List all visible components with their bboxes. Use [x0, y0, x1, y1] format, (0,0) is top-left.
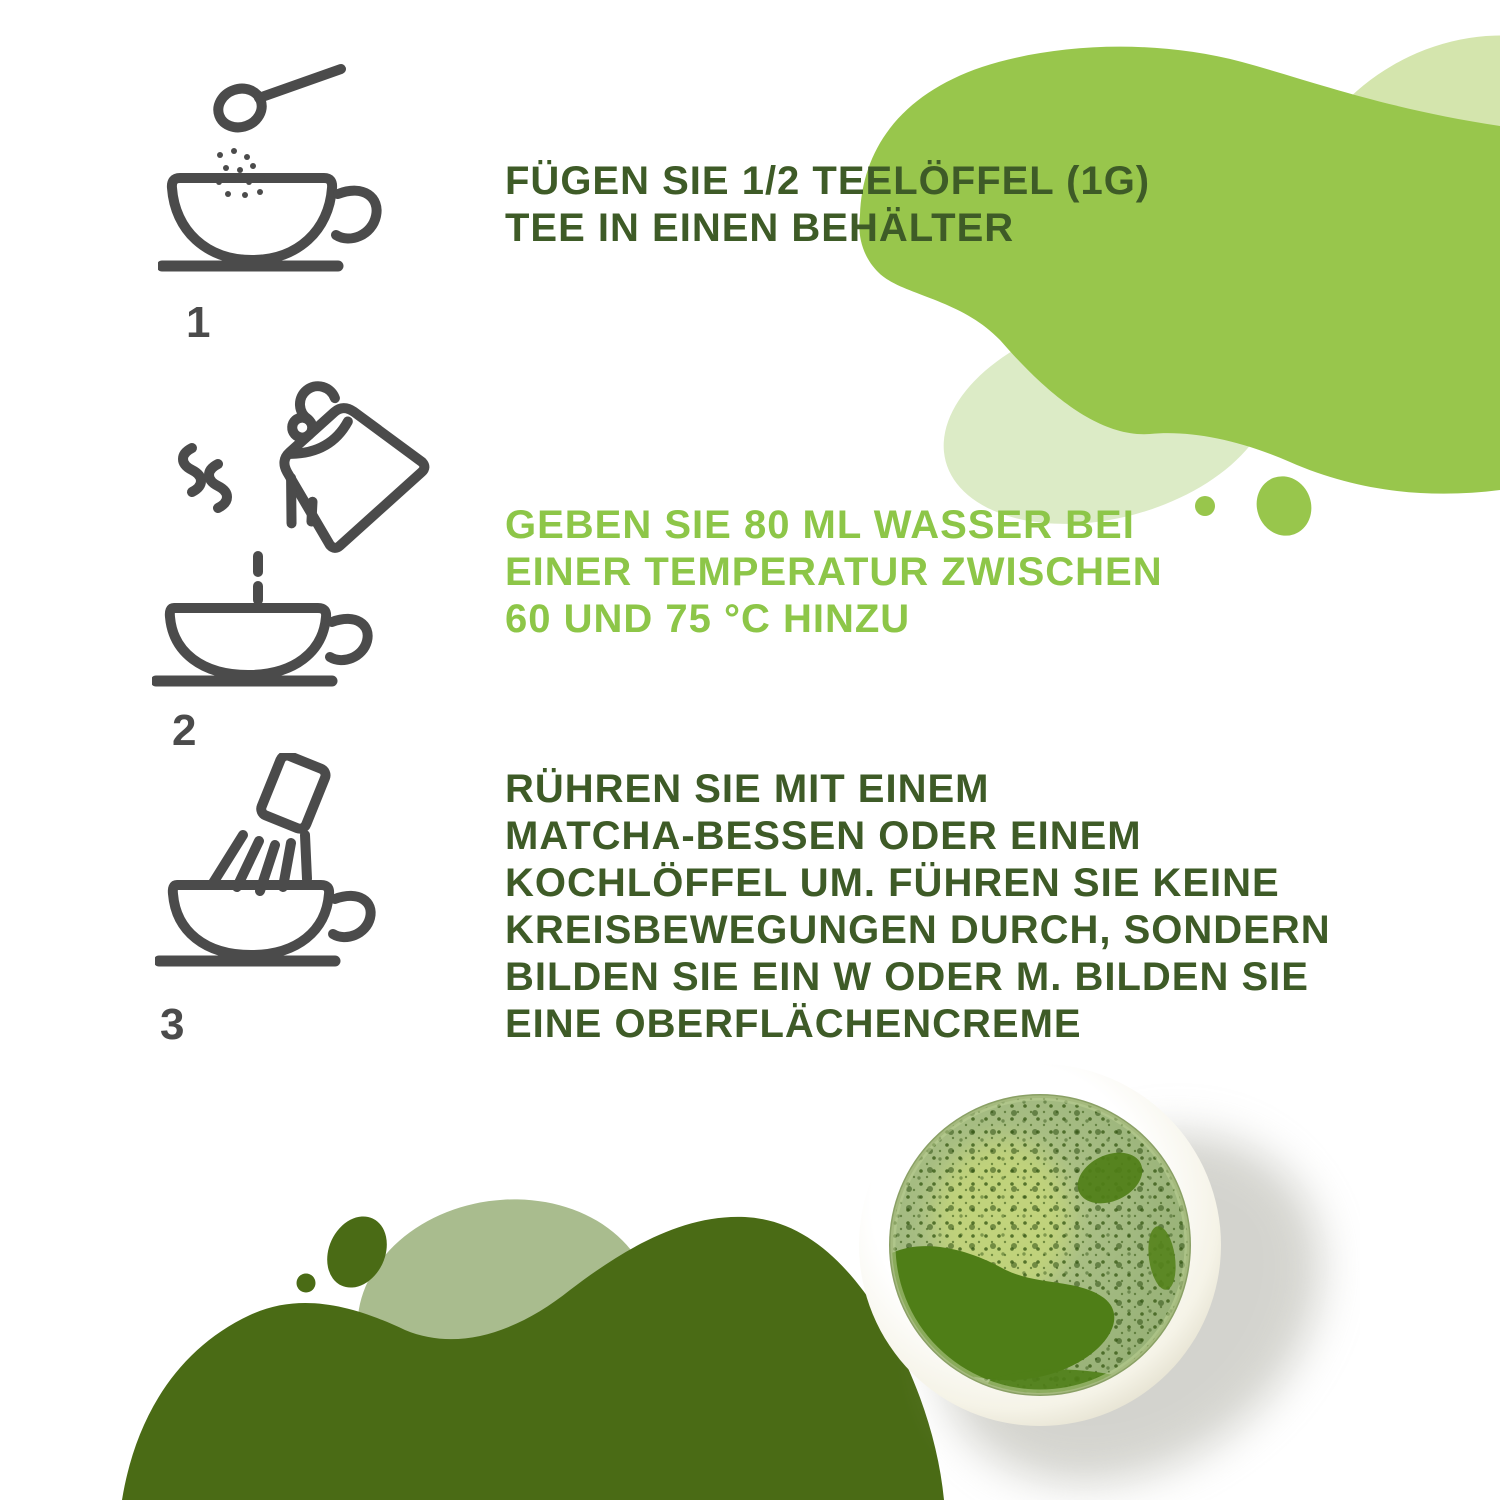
step-2-text [505, 502, 1163, 643]
step-1-text [505, 158, 1150, 252]
step-2-number: 2 [172, 706, 197, 755]
step-3-line-5: BILDEN SIE EIN W ODER M. BILDEN SIE [505, 955, 1309, 999]
spoon-sprinkling-into-cup-icon [158, 58, 393, 276]
step-3-line-3: KOCHLÖFFEL UM. FÜHREN SIE KEINE [505, 861, 1280, 905]
step-1-line-2: TEE IN EINEN BEHÄLTER [505, 206, 1015, 250]
green-dot-accent [1195, 496, 1215, 516]
step-3-line-4: KREISBEWEGUNGEN DURCH, SONDERN [505, 908, 1331, 952]
step-3-number: 3 [160, 1000, 185, 1049]
step-2-line-1: GEBEN SIE 80 ML WASSER BEI [505, 503, 1135, 547]
whisk-into-cup-icon [155, 753, 460, 983]
step-2-line-3: 60 UND 75 °C HINZU [505, 597, 911, 641]
step-3-text [505, 766, 1331, 1048]
dark-dot-accent [297, 1274, 316, 1293]
step-3-line-6: EINE OBERFLÄCHENCREME [505, 1002, 1082, 1046]
step-2-line-2: EINER TEMPERATUR ZWISCHEN [505, 550, 1163, 594]
matcha-tea-bowl-photo [840, 1050, 1360, 1500]
green-oval-accent [1248, 469, 1319, 544]
step-3-line-1: RÜHREN SIE MIT EINEM [505, 767, 990, 811]
step-1-number: 1 [186, 298, 211, 347]
step-1-line-1: FÜGEN SIE 1/2 TEELÖFFEL (1G) [505, 159, 1151, 203]
teapot-pouring-into-cup-icon [152, 380, 462, 690]
step-3-line-2: MATCHA-BESSEN ODER EINEM [505, 814, 1142, 858]
